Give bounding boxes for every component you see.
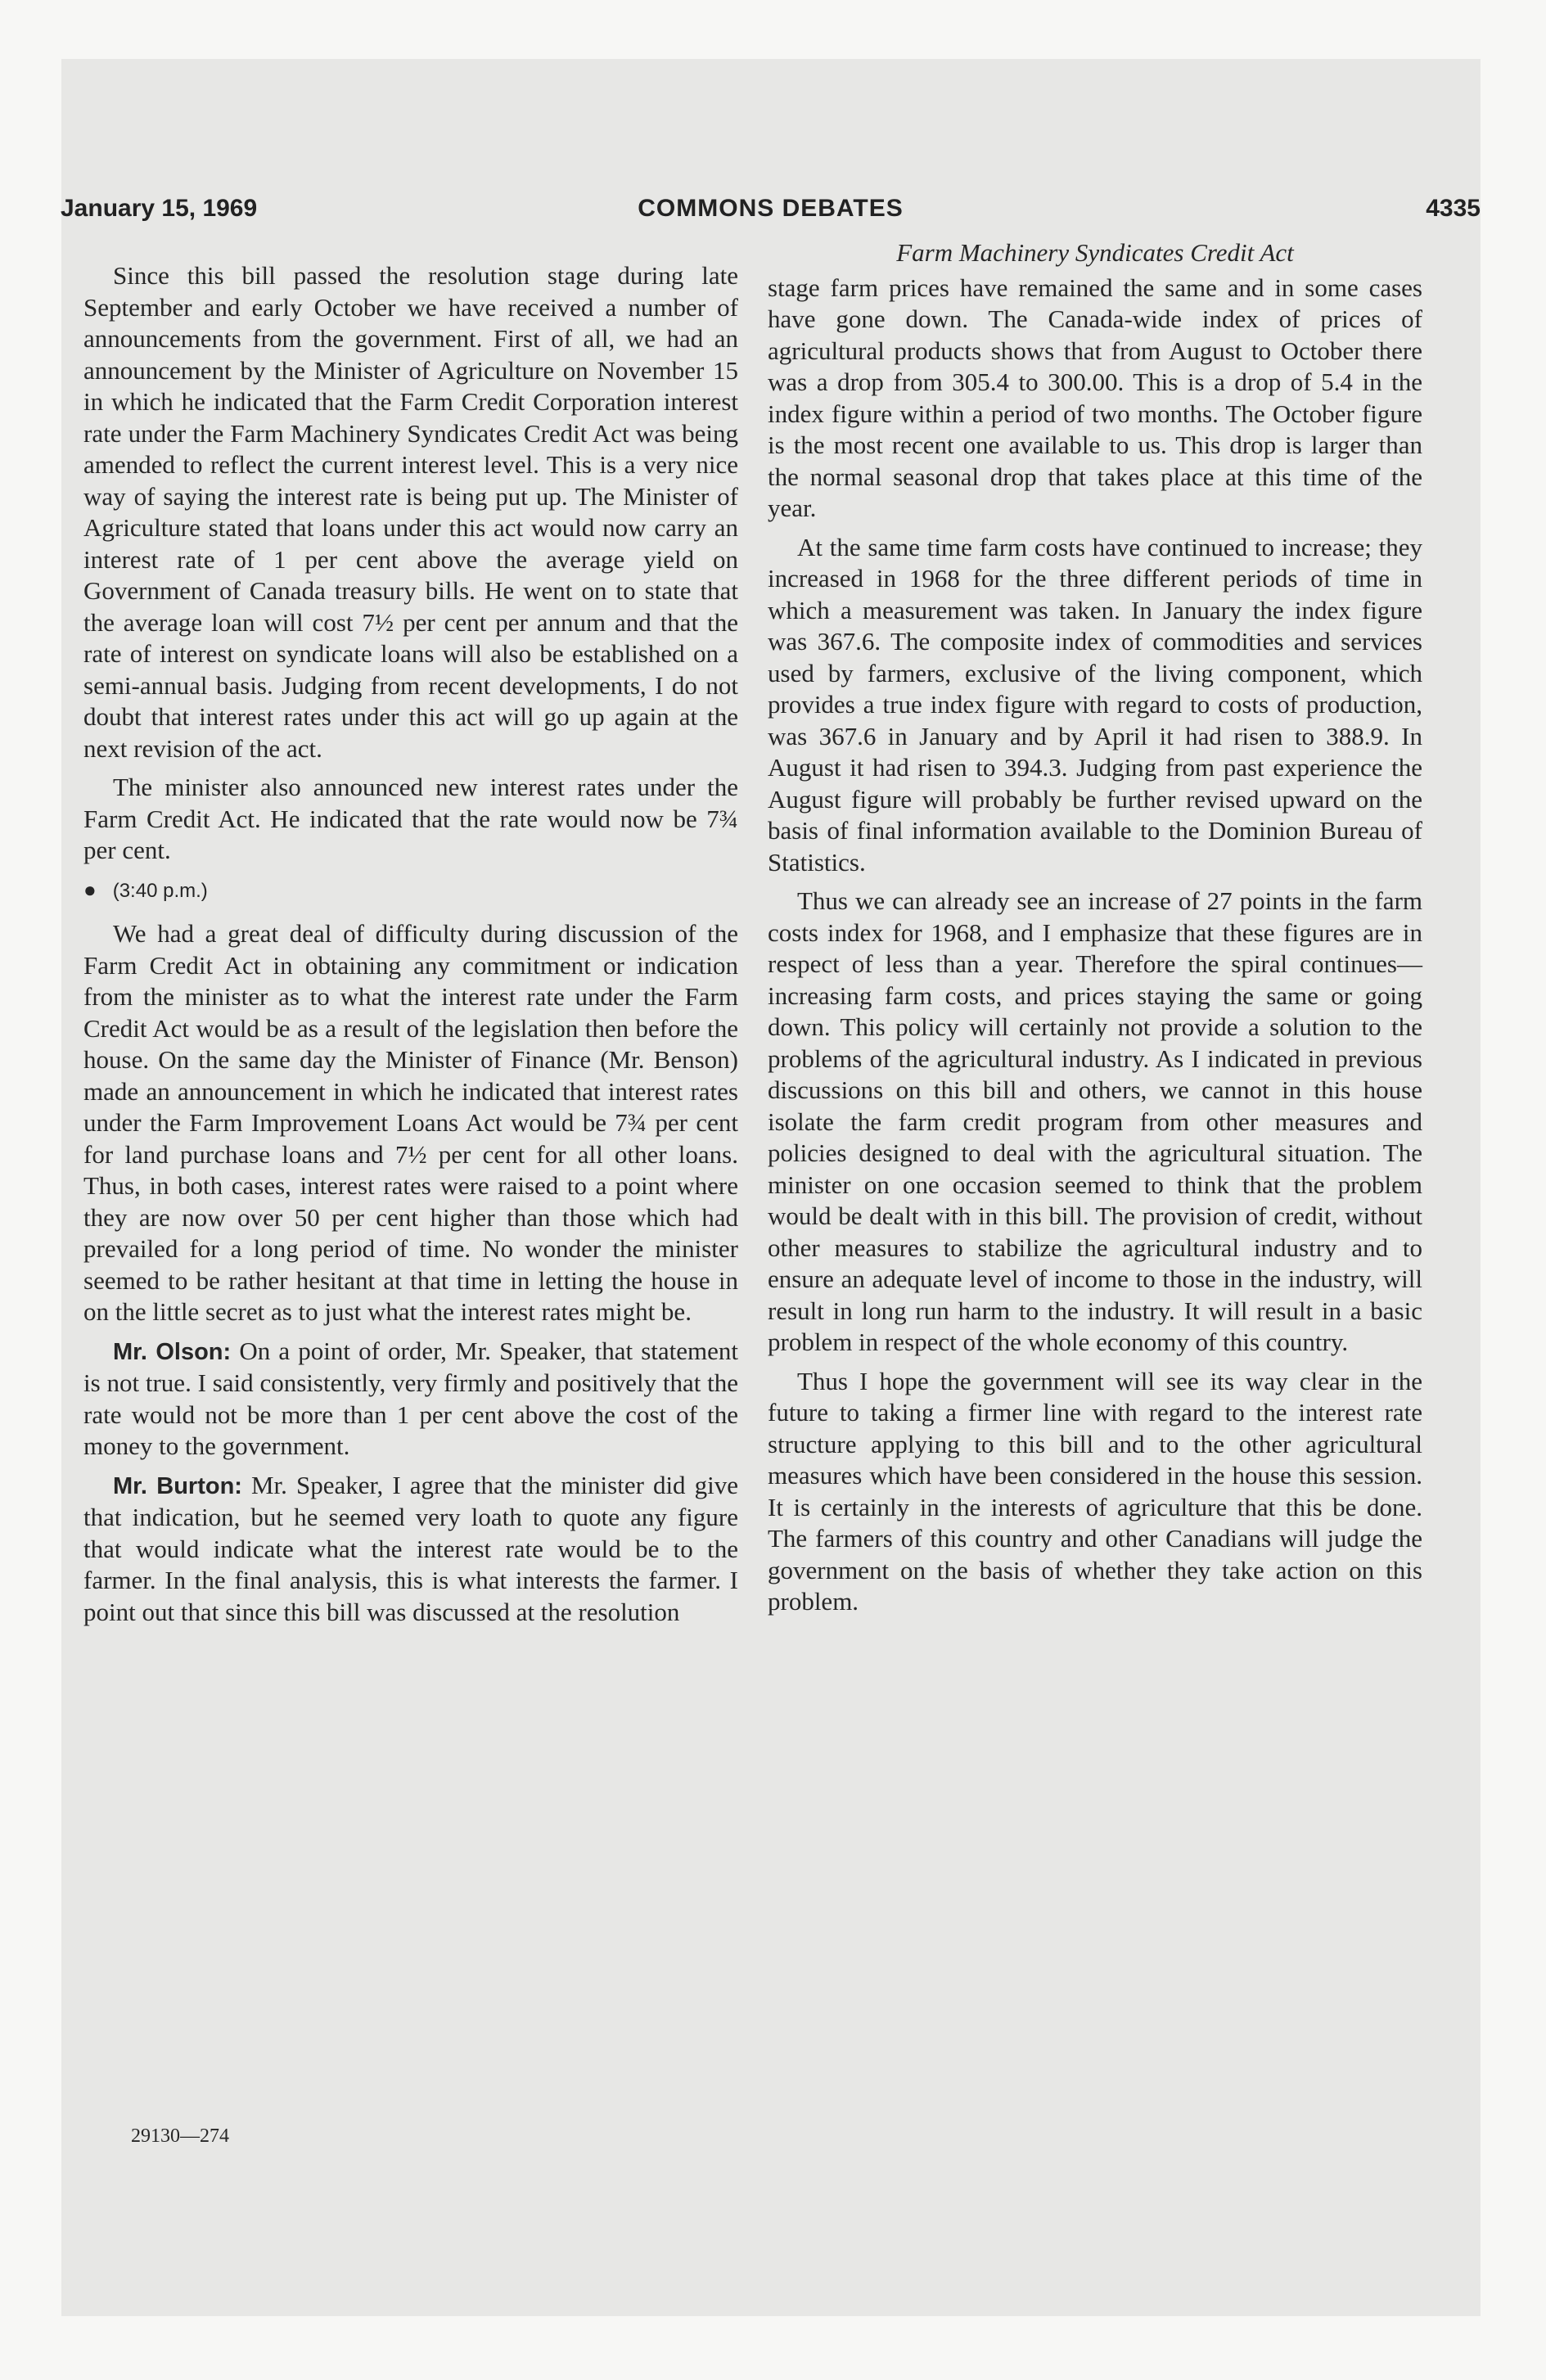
left-column: [83, 260, 738, 1635]
time-marker: [83, 874, 738, 908]
left-paragraph-1: Since this bill passed the resolution stage during late September and early October we have received a number of announcements from the government. First of all, we had an announcement by the Minister of Agriculture on November 15 in which he indicated that the Farm Credit Corporation interest rate under the Farm Machinery Syndicates Credit Act was being amended to reflect the current interest level. This is a very nice way of saying the interest rate is being put up. The Minister of Agriculture stated that loans under this act would now carry an interest rate of 1 per cent above the average yield on Government of Canada treasury bills. He went on to state that the average loan will cost 7½ per cent per annum and that the rate of interest on syndicate loans will also be established on a semi-annual basis. Judging from recent developments, I do not doubt that interest rates under this act will go up again at the next revision of the act.: [83, 261, 738, 763]
footer-code: 29130—274: [131, 2125, 229, 2147]
page-number: 4335: [1426, 195, 1481, 222]
speech-olson-text: On a point of order, Mr. Speaker, that statement is not true. I said consistently, very firmly and positively that the rate would not be more than 1 per cent above the cost of the money to the government.: [83, 1336, 739, 1460]
speaker-burton: Mr. Burton:: [113, 1472, 242, 1499]
time-marker-text: (3:40 p.m.): [112, 879, 208, 902]
running-head: Farm Machinery Syndicates Credit Act: [896, 238, 1294, 267]
page-header: [61, 195, 1481, 228]
right-paragraph-3: Thus we can already see an increase of 27 points in the farm costs index for 1968, and I emphasize that these figures are in respect of less than a year. Therefore the spiral continues—increasing farm costs, and prices staying the same or going down. This policy will certainly not provide a solution to the problems of the agricultural industry. As I indicated in previous discussions on this bill and others, we cannot in this house isolate the farm credit program from other measures and policies designed to deal with the agricultural situation. The minister on one occasion seemed to think that the problem would be dealt with in this bill. The provision of credit, without other measures to stabilize the agricultural industry and to ensure an adequate level of income to those in the industry, will result in long run harm to the industry. It will result in a basic problem in respect of the whole economy of this country.: [768, 886, 1422, 1356]
speech-olson: [83, 1336, 738, 1463]
right-paragraph-1: stage farm prices have remained the same and in some cases have gone down. The Canada-wide index of prices of agricultural products shows that from August to October there was a drop from 305.4 to 300.00. This is a drop of 5.4 in the index figure within a period of two months. The October figure is the most recent one available to us. This drop is larger than the normal seasonal drop that takes place at this time of the year.: [768, 273, 1422, 522]
right-column: [768, 238, 1422, 1625]
right-paragraph-4: Thus I hope the government will see its way clear in the future to taking a firmer line with regard to the interest rate structure applying to this bill and to the other agricultural measures which have been considered in the house this session. It is certainly in the interests of agriculture that this be done. The farmers of this country and other Canadians will judge the government on the basis of whether they take action on this problem.: [768, 1366, 1422, 1616]
speech-burton: [83, 1470, 738, 1629]
bullet-icon: ●: [83, 877, 97, 902]
header-title: COMMONS DEBATES: [638, 195, 904, 222]
speaker-olson: Mr. Olson:: [113, 1338, 232, 1365]
right-paragraph-2: At the same time farm costs have continued to increase; they increased in 1968 for the three different periods of time in which a measurement was taken. In January the index figure was 367.6. The composite index of commodities and services used by farmers, exclusive of the living component, which provides a true index figure with regard to costs of production, was 367.6 in January and by April it had risen to 388.9. In August it had risen to 394.3. Judging from past experience the August figure will probably be further revised upward on the basis of final information available to the Dominion Bureau of Statistics.: [768, 532, 1422, 877]
header-date: January 15, 1969: [61, 195, 258, 222]
left-paragraph-3: We had a great deal of difficulty during discussion of the Farm Credit Act in obtaining any commitment or indication from the minister as to what the interest rate under the Farm Credit Act would be as a result of the legislation then before the house. On the same day the Minister of Finance (Mr. Benson) made an announcement in which he indicated that interest rates under the Farm Improvement Loans Act would be 7¾ per cent for land purchase loans and 7½ per cent for all other loans. Thus, in both cases, interest rates were raised to a point where they are now over 50 per cent higher than those which had prevailed for a long period of time. No wonder the minister seemed to be rather hesitant at that time in letting the house in on the little secret as to just what the interest rates might be.: [83, 919, 738, 1326]
speech-burton-text: Mr. Speaker, I agree that the minister did give that indication, but he seemed very loath to quote any figure that would indicate what the interest rate would be to the farmer. In the final analysis, this is what interests the farmer. I point out that since this bill was discussed at the resolution: [83, 1470, 738, 1626]
left-paragraph-2: The minister also announced new interest rates under the Farm Credit Act. He indicated that the rate would now be 7¾ per cent.: [83, 773, 738, 864]
